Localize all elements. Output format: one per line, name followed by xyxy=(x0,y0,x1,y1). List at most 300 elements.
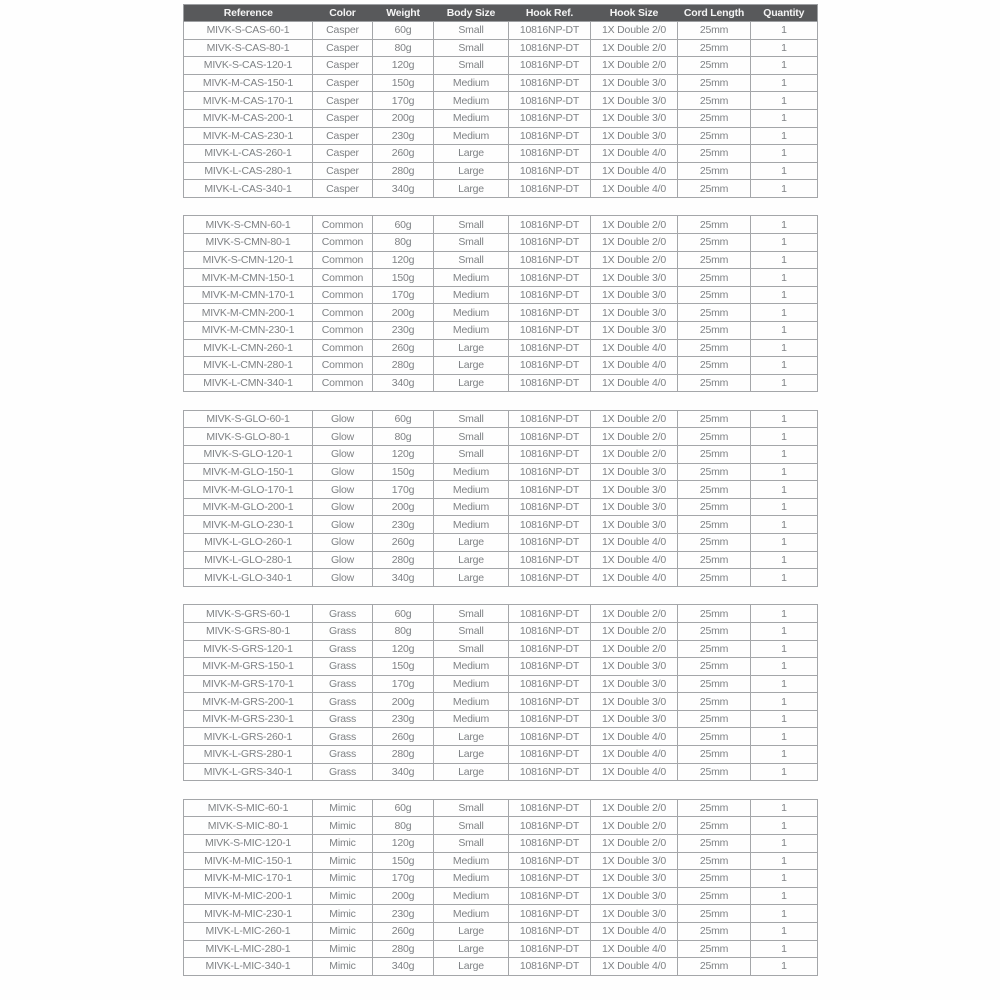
cell-reference: MIVK-L-CAS-340-1 xyxy=(184,180,313,198)
cell-weight: 200g xyxy=(373,109,434,127)
cell-color: Glow xyxy=(313,534,373,552)
cell-cord-length: 25mm xyxy=(678,322,751,340)
cell-reference: MIVK-S-GRS-80-1 xyxy=(184,622,313,640)
cell-hook-ref: 10816NP-DT xyxy=(509,622,591,640)
cell-hook-size: 1X Double 4/0 xyxy=(591,763,678,781)
cell-weight: 200g xyxy=(373,887,434,905)
cell-color: Mimic xyxy=(313,958,373,976)
cell-reference: MIVK-S-GRS-60-1 xyxy=(184,605,313,623)
cell-cord-length: 25mm xyxy=(678,463,751,481)
cell-weight: 60g xyxy=(373,605,434,623)
cell-reference: MIVK-L-MIC-280-1 xyxy=(184,940,313,958)
cell-weight: 120g xyxy=(373,251,434,269)
cell-hook-ref: 10816NP-DT xyxy=(509,374,591,392)
cell-hook-size: 1X Double 2/0 xyxy=(591,410,678,428)
cell-weight: 120g xyxy=(373,57,434,75)
table-row xyxy=(184,57,818,75)
cell-weight: 260g xyxy=(373,728,434,746)
table-row xyxy=(184,74,818,92)
cell-weight: 260g xyxy=(373,534,434,552)
cell-color: Mimic xyxy=(313,852,373,870)
cell-weight: 120g xyxy=(373,834,434,852)
cell-color: Casper xyxy=(313,145,373,163)
cell-reference: MIVK-M-GRS-150-1 xyxy=(184,658,313,676)
cell-quantity: 1 xyxy=(751,763,818,781)
table-row xyxy=(184,852,818,870)
cell-body-size: Large xyxy=(434,374,509,392)
cell-color: Common xyxy=(313,234,373,252)
cell-reference: MIVK-L-MIC-260-1 xyxy=(184,922,313,940)
cell-body-size: Medium xyxy=(434,269,509,287)
cell-quantity: 1 xyxy=(751,39,818,57)
cell-reference: MIVK-M-CAS-200-1 xyxy=(184,109,313,127)
cell-cord-length: 25mm xyxy=(678,516,751,534)
cell-reference: MIVK-M-CAS-150-1 xyxy=(184,74,313,92)
cell-weight: 170g xyxy=(373,870,434,888)
cell-cord-length: 25mm xyxy=(678,498,751,516)
cell-hook-size: 1X Double 3/0 xyxy=(591,322,678,340)
cell-color: Common xyxy=(313,357,373,375)
table-row xyxy=(184,234,818,252)
table-row xyxy=(184,516,818,534)
cell-hook-size: 1X Double 3/0 xyxy=(591,658,678,676)
cell-reference: MIVK-S-CAS-60-1 xyxy=(184,22,313,40)
cell-reference: MIVK-L-GLO-340-1 xyxy=(184,569,313,587)
cell-hook-size: 1X Double 4/0 xyxy=(591,569,678,587)
cell-quantity: 1 xyxy=(751,410,818,428)
cell-body-size: Large xyxy=(434,180,509,198)
cell-hook-size: 1X Double 4/0 xyxy=(591,145,678,163)
cell-hook-ref: 10816NP-DT xyxy=(509,940,591,958)
cell-quantity: 1 xyxy=(751,481,818,499)
cell-quantity: 1 xyxy=(751,693,818,711)
cell-cord-length: 25mm xyxy=(678,817,751,835)
cell-cord-length: 25mm xyxy=(678,234,751,252)
cell-quantity: 1 xyxy=(751,534,818,552)
cell-hook-size: 1X Double 3/0 xyxy=(591,269,678,287)
cell-hook-ref: 10816NP-DT xyxy=(509,180,591,198)
table-header xyxy=(184,5,818,22)
cell-quantity: 1 xyxy=(751,127,818,145)
cell-reference: MIVK-M-MIC-150-1 xyxy=(184,852,313,870)
table-row xyxy=(184,180,818,198)
cell-body-size: Small xyxy=(434,234,509,252)
table-row xyxy=(184,958,818,976)
cell-hook-ref: 10816NP-DT xyxy=(509,746,591,764)
cell-hook-size: 1X Double 2/0 xyxy=(591,622,678,640)
cell-body-size: Medium xyxy=(434,481,509,499)
cell-cord-length: 25mm xyxy=(678,852,751,870)
cell-hook-size: 1X Double 4/0 xyxy=(591,534,678,552)
cell-quantity: 1 xyxy=(751,746,818,764)
cell-reference: MIVK-M-MIC-200-1 xyxy=(184,887,313,905)
cell-cord-length: 25mm xyxy=(678,180,751,198)
cell-color: Glow xyxy=(313,569,373,587)
cell-quantity: 1 xyxy=(751,57,818,75)
cell-color: Mimic xyxy=(313,905,373,923)
cell-weight: 80g xyxy=(373,817,434,835)
table-row xyxy=(184,481,818,499)
cell-hook-size: 1X Double 4/0 xyxy=(591,728,678,746)
spec-table-grass xyxy=(183,604,818,781)
cell-color: Grass xyxy=(313,675,373,693)
cell-color: Casper xyxy=(313,74,373,92)
cell-weight: 230g xyxy=(373,516,434,534)
cell-cord-length: 25mm xyxy=(678,109,751,127)
cell-color: Grass xyxy=(313,763,373,781)
cell-hook-size: 1X Double 3/0 xyxy=(591,693,678,711)
cell-reference: MIVK-L-CAS-260-1 xyxy=(184,145,313,163)
cell-weight: 340g xyxy=(373,958,434,976)
cell-cord-length: 25mm xyxy=(678,569,751,587)
cell-color: Mimic xyxy=(313,799,373,817)
table-row xyxy=(184,357,818,375)
cell-hook-size: 1X Double 4/0 xyxy=(591,374,678,392)
cell-quantity: 1 xyxy=(751,922,818,940)
cell-body-size: Medium xyxy=(434,74,509,92)
cell-hook-size: 1X Double 4/0 xyxy=(591,922,678,940)
cell-body-size: Small xyxy=(434,834,509,852)
table-row xyxy=(184,834,818,852)
cell-hook-ref: 10816NP-DT xyxy=(509,162,591,180)
cell-cord-length: 25mm xyxy=(678,799,751,817)
cell-hook-ref: 10816NP-DT xyxy=(509,640,591,658)
cell-reference: MIVK-M-GLO-230-1 xyxy=(184,516,313,534)
cell-cord-length: 25mm xyxy=(678,22,751,40)
cell-quantity: 1 xyxy=(751,498,818,516)
cell-hook-ref: 10816NP-DT xyxy=(509,799,591,817)
cell-reference: MIVK-S-MIC-80-1 xyxy=(184,817,313,835)
table-row xyxy=(184,463,818,481)
cell-quantity: 1 xyxy=(751,357,818,375)
cell-hook-ref: 10816NP-DT xyxy=(509,887,591,905)
cell-hook-size: 1X Double 2/0 xyxy=(591,234,678,252)
cell-body-size: Large xyxy=(434,534,509,552)
table-row xyxy=(184,446,818,464)
cell-reference: MIVK-L-MIC-340-1 xyxy=(184,958,313,976)
cell-cord-length: 25mm xyxy=(678,39,751,57)
table-row xyxy=(184,569,818,587)
cell-reference: MIVK-M-CMN-150-1 xyxy=(184,269,313,287)
cell-hook-ref: 10816NP-DT xyxy=(509,605,591,623)
cell-reference: MIVK-L-CMN-280-1 xyxy=(184,357,313,375)
cell-hook-size: 1X Double 4/0 xyxy=(591,339,678,357)
cell-reference: MIVK-M-GRS-200-1 xyxy=(184,693,313,711)
table-row xyxy=(184,658,818,676)
cell-weight: 260g xyxy=(373,145,434,163)
cell-hook-size: 1X Double 3/0 xyxy=(591,109,678,127)
table-row xyxy=(184,622,818,640)
cell-cord-length: 25mm xyxy=(678,481,751,499)
cell-color: Common xyxy=(313,339,373,357)
cell-weight: 80g xyxy=(373,234,434,252)
cell-hook-size: 1X Double 2/0 xyxy=(591,817,678,835)
cell-hook-size: 1X Double 2/0 xyxy=(591,799,678,817)
cell-cord-length: 25mm xyxy=(678,551,751,569)
cell-quantity: 1 xyxy=(751,251,818,269)
table-row xyxy=(184,322,818,340)
cell-body-size: Medium xyxy=(434,109,509,127)
cell-weight: 200g xyxy=(373,304,434,322)
cell-body-size: Large xyxy=(434,958,509,976)
cell-hook-size: 1X Double 4/0 xyxy=(591,551,678,569)
table-row xyxy=(184,286,818,304)
cell-weight: 80g xyxy=(373,39,434,57)
cell-hook-ref: 10816NP-DT xyxy=(509,834,591,852)
cell-quantity: 1 xyxy=(751,605,818,623)
cell-reference: MIVK-S-GLO-60-1 xyxy=(184,410,313,428)
table-row xyxy=(184,39,818,57)
table-row xyxy=(184,251,818,269)
cell-color: Common xyxy=(313,269,373,287)
cell-cord-length: 25mm xyxy=(678,887,751,905)
cell-reference: MIVK-M-GRS-170-1 xyxy=(184,675,313,693)
cell-body-size: Large xyxy=(434,940,509,958)
cell-color: Glow xyxy=(313,410,373,428)
table-row xyxy=(184,109,818,127)
cell-hook-ref: 10816NP-DT xyxy=(509,852,591,870)
cell-quantity: 1 xyxy=(751,446,818,464)
cell-weight: 260g xyxy=(373,339,434,357)
cell-reference: MIVK-S-GLO-120-1 xyxy=(184,446,313,464)
table-row xyxy=(184,127,818,145)
cell-weight: 280g xyxy=(373,357,434,375)
cell-quantity: 1 xyxy=(751,710,818,728)
cell-reference: MIVK-M-GLO-170-1 xyxy=(184,481,313,499)
cell-hook-size: 1X Double 3/0 xyxy=(591,887,678,905)
cell-color: Mimic xyxy=(313,922,373,940)
table-row xyxy=(184,498,818,516)
cell-weight: 150g xyxy=(373,74,434,92)
cell-body-size: Medium xyxy=(434,304,509,322)
cell-color: Mimic xyxy=(313,870,373,888)
cell-color: Casper xyxy=(313,127,373,145)
cell-body-size: Large xyxy=(434,728,509,746)
cell-body-size: Large xyxy=(434,551,509,569)
cell-reference: MIVK-S-CMN-80-1 xyxy=(184,234,313,252)
cell-weight: 170g xyxy=(373,92,434,110)
cell-quantity: 1 xyxy=(751,940,818,958)
column-header-body-size: Body Size xyxy=(434,5,509,22)
cell-body-size: Small xyxy=(434,640,509,658)
cell-body-size: Medium xyxy=(434,463,509,481)
cell-color: Glow xyxy=(313,446,373,464)
cell-hook-size: 1X Double 3/0 xyxy=(591,304,678,322)
cell-cord-length: 25mm xyxy=(678,339,751,357)
cell-quantity: 1 xyxy=(751,640,818,658)
cell-hook-ref: 10816NP-DT xyxy=(509,39,591,57)
cell-hook-size: 1X Double 4/0 xyxy=(591,180,678,198)
cell-hook-size: 1X Double 2/0 xyxy=(591,22,678,40)
cell-reference: MIVK-L-GLO-280-1 xyxy=(184,551,313,569)
cell-weight: 230g xyxy=(373,710,434,728)
cell-quantity: 1 xyxy=(751,852,818,870)
cell-body-size: Large xyxy=(434,922,509,940)
cell-weight: 280g xyxy=(373,746,434,764)
cell-color: Glow xyxy=(313,551,373,569)
cell-weight: 200g xyxy=(373,498,434,516)
cell-cord-length: 25mm xyxy=(678,710,751,728)
cell-hook-size: 1X Double 2/0 xyxy=(591,57,678,75)
table-row xyxy=(184,22,818,40)
cell-body-size: Medium xyxy=(434,127,509,145)
cell-hook-ref: 10816NP-DT xyxy=(509,428,591,446)
cell-color: Mimic xyxy=(313,834,373,852)
cell-hook-ref: 10816NP-DT xyxy=(509,922,591,940)
cell-hook-ref: 10816NP-DT xyxy=(509,446,591,464)
cell-cord-length: 25mm xyxy=(678,905,751,923)
cell-color: Casper xyxy=(313,92,373,110)
cell-hook-size: 1X Double 2/0 xyxy=(591,428,678,446)
table-row xyxy=(184,817,818,835)
cell-hook-ref: 10816NP-DT xyxy=(509,145,591,163)
cell-reference: MIVK-L-GLO-260-1 xyxy=(184,534,313,552)
cell-cord-length: 25mm xyxy=(678,92,751,110)
cell-hook-size: 1X Double 3/0 xyxy=(591,127,678,145)
cell-weight: 230g xyxy=(373,905,434,923)
cell-color: Glow xyxy=(313,463,373,481)
cell-hook-ref: 10816NP-DT xyxy=(509,728,591,746)
table-row xyxy=(184,675,818,693)
cell-reference: MIVK-L-CAS-280-1 xyxy=(184,162,313,180)
cell-reference: MIVK-L-GRS-280-1 xyxy=(184,746,313,764)
cell-weight: 120g xyxy=(373,640,434,658)
column-header-reference: Reference xyxy=(184,5,313,22)
cell-cord-length: 25mm xyxy=(678,57,751,75)
cell-body-size: Large xyxy=(434,339,509,357)
cell-quantity: 1 xyxy=(751,162,818,180)
cell-reference: MIVK-M-GLO-200-1 xyxy=(184,498,313,516)
cell-weight: 60g xyxy=(373,22,434,40)
cell-hook-ref: 10816NP-DT xyxy=(509,304,591,322)
cell-body-size: Large xyxy=(434,746,509,764)
cell-cord-length: 25mm xyxy=(678,446,751,464)
cell-cord-length: 25mm xyxy=(678,640,751,658)
cell-hook-ref: 10816NP-DT xyxy=(509,74,591,92)
cell-quantity: 1 xyxy=(751,428,818,446)
cell-hook-size: 1X Double 3/0 xyxy=(591,905,678,923)
cell-hook-size: 1X Double 3/0 xyxy=(591,675,678,693)
cell-hook-size: 1X Double 3/0 xyxy=(591,481,678,499)
column-header-hook-ref: Hook Ref. xyxy=(509,5,591,22)
cell-reference: MIVK-L-CMN-260-1 xyxy=(184,339,313,357)
table-row xyxy=(184,605,818,623)
cell-color: Common xyxy=(313,286,373,304)
cell-cord-length: 25mm xyxy=(678,834,751,852)
cell-body-size: Small xyxy=(434,622,509,640)
cell-hook-ref: 10816NP-DT xyxy=(509,569,591,587)
cell-body-size: Large xyxy=(434,357,509,375)
table-row xyxy=(184,710,818,728)
cell-reference: MIVK-M-CMN-170-1 xyxy=(184,286,313,304)
cell-cord-length: 25mm xyxy=(678,534,751,552)
cell-reference: MIVK-S-CAS-120-1 xyxy=(184,57,313,75)
cell-body-size: Medium xyxy=(434,852,509,870)
cell-weight: 280g xyxy=(373,551,434,569)
table-row xyxy=(184,269,818,287)
cell-color: Glow xyxy=(313,516,373,534)
cell-body-size: Small xyxy=(434,799,509,817)
cell-hook-size: 1X Double 3/0 xyxy=(591,516,678,534)
cell-weight: 340g xyxy=(373,763,434,781)
cell-weight: 170g xyxy=(373,481,434,499)
cell-cord-length: 25mm xyxy=(678,127,751,145)
cell-cord-length: 25mm xyxy=(678,145,751,163)
cell-quantity: 1 xyxy=(751,799,818,817)
cell-body-size: Medium xyxy=(434,887,509,905)
cell-cord-length: 25mm xyxy=(678,269,751,287)
cell-body-size: Large xyxy=(434,763,509,781)
cell-hook-size: 1X Double 2/0 xyxy=(591,216,678,234)
cell-hook-size: 1X Double 2/0 xyxy=(591,446,678,464)
cell-body-size: Medium xyxy=(434,710,509,728)
cell-color: Casper xyxy=(313,109,373,127)
cell-cord-length: 25mm xyxy=(678,622,751,640)
cell-quantity: 1 xyxy=(751,551,818,569)
cell-quantity: 1 xyxy=(751,569,818,587)
column-header-hook-size: Hook Size xyxy=(591,5,678,22)
cell-color: Common xyxy=(313,216,373,234)
cell-reference: MIVK-M-GRS-230-1 xyxy=(184,710,313,728)
cell-color: Grass xyxy=(313,710,373,728)
cell-hook-ref: 10816NP-DT xyxy=(509,870,591,888)
cell-reference: MIVK-M-CAS-170-1 xyxy=(184,92,313,110)
cell-cord-length: 25mm xyxy=(678,162,751,180)
cell-hook-ref: 10816NP-DT xyxy=(509,269,591,287)
cell-body-size: Small xyxy=(434,22,509,40)
cell-cord-length: 25mm xyxy=(678,428,751,446)
table-row xyxy=(184,640,818,658)
cell-quantity: 1 xyxy=(751,374,818,392)
cell-color: Casper xyxy=(313,57,373,75)
cell-quantity: 1 xyxy=(751,269,818,287)
cell-weight: 340g xyxy=(373,374,434,392)
cell-weight: 280g xyxy=(373,162,434,180)
cell-hook-ref: 10816NP-DT xyxy=(509,322,591,340)
cell-quantity: 1 xyxy=(751,304,818,322)
cell-quantity: 1 xyxy=(751,834,818,852)
cell-quantity: 1 xyxy=(751,109,818,127)
cell-hook-ref: 10816NP-DT xyxy=(509,57,591,75)
cell-cord-length: 25mm xyxy=(678,410,751,428)
cell-quantity: 1 xyxy=(751,145,818,163)
cell-hook-size: 1X Double 4/0 xyxy=(591,746,678,764)
cell-weight: 60g xyxy=(373,799,434,817)
cell-hook-size: 1X Double 2/0 xyxy=(591,640,678,658)
cell-reference: MIVK-M-MIC-230-1 xyxy=(184,905,313,923)
cell-cord-length: 25mm xyxy=(678,374,751,392)
cell-hook-size: 1X Double 2/0 xyxy=(591,605,678,623)
cell-quantity: 1 xyxy=(751,870,818,888)
cell-hook-size: 1X Double 3/0 xyxy=(591,710,678,728)
cell-hook-ref: 10816NP-DT xyxy=(509,92,591,110)
cell-body-size: Small xyxy=(434,817,509,835)
table-row xyxy=(184,339,818,357)
cell-hook-ref: 10816NP-DT xyxy=(509,675,591,693)
spec-tables xyxy=(183,4,817,993)
cell-hook-ref: 10816NP-DT xyxy=(509,534,591,552)
cell-cord-length: 25mm xyxy=(678,922,751,940)
cell-hook-ref: 10816NP-DT xyxy=(509,905,591,923)
cell-body-size: Small xyxy=(434,428,509,446)
cell-weight: 260g xyxy=(373,922,434,940)
cell-hook-size: 1X Double 3/0 xyxy=(591,852,678,870)
table-row xyxy=(184,551,818,569)
cell-cord-length: 25mm xyxy=(678,693,751,711)
cell-color: Mimic xyxy=(313,817,373,835)
cell-color: Grass xyxy=(313,622,373,640)
cell-hook-ref: 10816NP-DT xyxy=(509,958,591,976)
